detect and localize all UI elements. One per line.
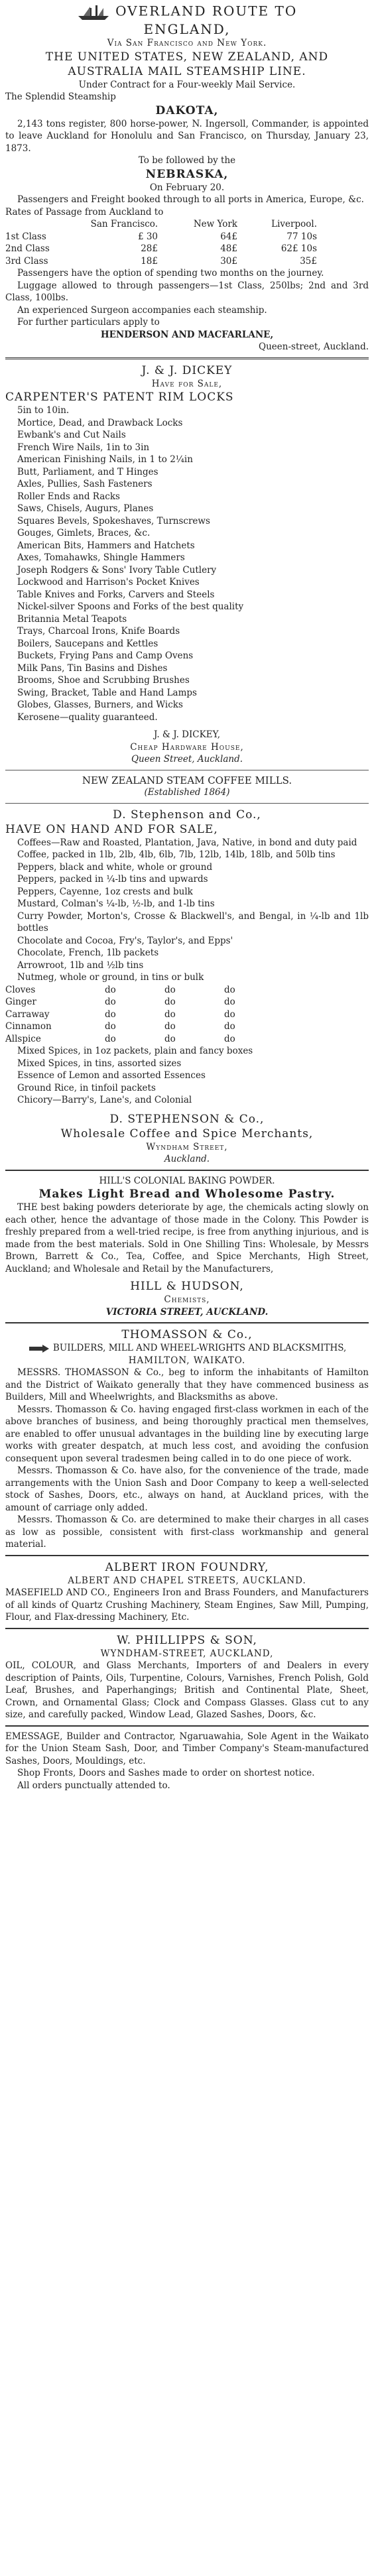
rates-table (5, 218, 369, 267)
route-via: Via San Francisco and New York. (107, 38, 267, 48)
signature-title: Wholesale Coffee and Spice Merchants, (60, 1127, 314, 1140)
list-item: Nutmeg, whole or ground, in tins or bulk (17, 972, 204, 983)
signature-address: VICTORIA STREET, AUCKLAND. (105, 1306, 269, 1318)
ad-body: OIL, COLOUR, and Glass Merchants, Importers of and Dealers in every description of Paints, Oils, Turpentine, Colours, Varnishes, French Polish, Gold Leaf, Brushes, and Paperhangings; British and Continental Plate, Sheet, Crown, and Ornamental Glass; Clock and Compass Glasses. Glass cut to any size, and carefully packed, Window Lead, Glazed Sashes, Doors, &c. (5, 1660, 369, 1720)
albert-foundry-ad (5, 1560, 369, 1624)
list-item: Nickel-silver Spoons and Forks of the best quality (17, 601, 244, 612)
list-item: Chocolate and Cocoa, Fry's, Taylor's, and Epps' (17, 935, 233, 946)
thomasson-builders-ad (5, 1327, 369, 1551)
list-item: Boilers, Saucepans and Kettles (17, 638, 158, 649)
ad-title: NEW ZEALAND STEAM COFFEE MILLS. (82, 774, 292, 786)
ditto-mark: do (224, 984, 235, 995)
ad-title: HILL'S COLONIAL BAKING POWDER. (99, 1175, 275, 1186)
signature-name: D. STEPHENSON & Co., (109, 1112, 265, 1126)
list-item: Ground Rice, in tinfoil packets (17, 1082, 156, 1093)
list-item: Coffees—Raw and Roasted, Plantation, Java, Native, in bond and duty paid (17, 837, 357, 848)
list-item: Peppers, packed in ¼-lb tins and upwards (17, 874, 208, 885)
ad-title: J. & J. DICKEY (141, 363, 233, 377)
rates-title: Rates of Passage from Auckland to (5, 206, 164, 217)
agent-address: Queen-street, Auckland. (259, 341, 369, 352)
ad-title: ALBERT IRON FOUNDRY, (105, 1560, 269, 1574)
ditto-item: Allspice (5, 1033, 41, 1044)
list-item: Gouges, Gimlets, Braces, &c. (17, 528, 151, 538)
list-item: Saws, Chisels, Augurs, Planes (17, 503, 154, 514)
established: (Established 1864) (144, 787, 230, 798)
ditto-mark: do (105, 1021, 116, 1032)
ad-body-4: Messrs. Thomasson & Co. are determined to make their charges in all cases as low as possible, consistent with first-class workmanship and general material. (5, 1514, 369, 1550)
rates-row: 2nd Class 28£ 48£ 62£ 10s (5, 243, 317, 254)
ditto-mark: do (224, 1033, 235, 1044)
ditto-item: Carraway (5, 1009, 50, 1020)
ad-heading: CARPENTER'S PATENT RIM LOCKS (5, 391, 234, 404)
ad-title: W. PHILLIPPS & SON, (117, 1633, 257, 1647)
list-item: Trays, Charcoal Irons, Knife Boards (17, 626, 180, 637)
ditto-mark: do (164, 997, 176, 1007)
ditto-mark: do (164, 1021, 176, 1032)
list-item: Peppers, Cayenne, 1oz crests and bulk (17, 886, 193, 897)
list-item: American Finishing Nails, in 1 to 2¼in (17, 454, 193, 465)
signature-name: J. & J. DICKEY, (153, 729, 221, 740)
ditto-row (5, 1020, 369, 1033)
ditto-item: Cinnamon (5, 1021, 52, 1032)
ditto-mark: do (105, 1033, 116, 1044)
firm-name: D. Stephenson and Co., (113, 808, 261, 822)
intro-2: The Splendid Steamship (5, 92, 116, 102)
overland-route-ad (5, 3, 369, 353)
ad-title-line-2: ENGLAND, (143, 21, 231, 37)
dickey-hardware-ad (5, 363, 369, 766)
for-sale: Have for Sale, (151, 378, 223, 389)
list-item: Peppers, black and white, whole or ground (17, 861, 213, 873)
list-item: Mortice, Dead, and Drawback Locks (17, 417, 183, 428)
signature-shop: Cheap Hardware House, (130, 741, 244, 753)
list-item: French Wire Nails, 1in to 3in (17, 442, 150, 453)
ditto-row (5, 996, 369, 1009)
ditto-row (5, 984, 369, 997)
coffee-mills-ad (5, 774, 369, 1166)
ad-subtitle: BUILDERS, MILL AND WHEEL-WRIGHTS AND BLACKSMITHS, (5, 1342, 369, 1355)
item-list (5, 417, 369, 724)
list-item: Chocolate, French, 1lb packets (17, 948, 159, 958)
ship-2-date: On February 20. (149, 182, 225, 193)
divider (5, 1725, 369, 1727)
ad-body: MASEFIELD AND CO., Engineers Iron and Brass Founders, and Manufacturers of all kinds of Quartz Crushing Machinery, Steam Engines, Saw Mill, Pumping, Flour, and Flax-dressing Machinery, Etc. (5, 1587, 369, 1623)
ad-subheading: 5in to 10in. (17, 405, 70, 416)
divider (5, 1170, 369, 1171)
rates-header: San Francisco. New York Liverpool. (90, 219, 317, 229)
agent-name: HENDERSON AND MACFARLANE, (100, 329, 274, 340)
list-item: Ewbank's and Cut Nails (17, 430, 126, 440)
ditto-mark: do (224, 1009, 235, 1020)
place: HAMILTON, WAIKATO. (128, 1355, 246, 1366)
product-list-2 (5, 1045, 369, 1107)
luggage-info: Luggage allowed to through passengers—1st Class, 250lbs; 2nd and 3rd Class, 100lbs. (5, 280, 369, 303)
list-item: Essence of Lemon and assorted Essences (17, 1070, 206, 1081)
ad-subtitle: ALBERT AND CHAPEL STREETS, AUCKLAND. (68, 1575, 306, 1586)
ad-title: THOMASSON & Co., (121, 1328, 253, 1341)
list-item: Mixed Spices, in 1oz packets, plain and fancy boxes (17, 1046, 253, 1056)
line-name-1: THE UNITED STATES, NEW ZEALAND, AND (45, 50, 329, 64)
rates-row: 3rd Class 18£ 30£ 35£ (5, 255, 317, 267)
followed-by: To be followed by the (138, 155, 236, 166)
list-item: Buckets, Frying Pans and Camp Ovens (17, 650, 194, 661)
ditto-table (5, 984, 369, 1046)
signature-city: Auckland. (164, 1154, 210, 1164)
list-item: Swing, Bracket, Table and Hand Lamps (17, 687, 197, 698)
list-item: Arrowroot, 1lb and ½lb tins (17, 959, 144, 971)
line-name-2: AUSTRALIA MAIL STEAMSHIP LINE. (68, 64, 306, 78)
divider (5, 803, 369, 804)
list-item: Brooms, Shoe and Scrubbing Brushes (17, 675, 190, 686)
ship-name-2: NEBRASKA, (145, 167, 229, 181)
ditto-mark: do (224, 1021, 235, 1032)
list-item: Kerosene—quality guaranteed. (17, 711, 158, 723)
list-item: Mixed Spices, in tins, assorted sizes (17, 1058, 182, 1069)
list-item: Coffee, packed in 1lb, 2lb, 4lb, 6lb, 7lb, 12lb, 14lb, 18lb, and 50lb tins (17, 849, 336, 860)
ad-heading: HAVE ON HAND AND FOR SALE, (5, 822, 218, 836)
rates-row: 1st Class £ 30 64£ 77 10s (5, 231, 317, 242)
list-item: American Bits, Hammers and Hatchets (17, 540, 195, 551)
list-item: Table Knives and Forks, Carvers and Steels (17, 589, 215, 600)
signature-street: Wyndham Street, (146, 1141, 228, 1152)
list-item: Axes, Tomahawks, Shingle Hammers (17, 552, 185, 563)
ditto-mark: do (164, 1033, 176, 1044)
list-item: Britannia Metal Teapots (17, 613, 127, 625)
ditto-row (5, 1009, 369, 1021)
ditto-mark: do (105, 997, 116, 1007)
divider (5, 357, 369, 359)
signature-address: Queen Street, Auckland. (131, 754, 243, 765)
newspaper-column (5, 0, 369, 1792)
list-item: Roller Ends and Racks (17, 491, 120, 502)
product-list (5, 837, 369, 984)
pointing-hand-icon (28, 1343, 50, 1355)
ad-title: OVERLAND ROUTE TO (5, 3, 369, 21)
ditto-mark: do (105, 984, 116, 995)
ad-body-3: Messrs. Thomasson & Co. have also, for the convenience of the trade, made arrangements with the Union Sash and Door Company to keep a well-selected stock of Sashes, Doors, etc., always on hand, at Auckland prices, with the amount of carriage only added. (5, 1465, 369, 1513)
phillipps-ad (5, 1633, 369, 1721)
ad-body: EMESSAGE, Builder and Contractor, Ngaruawahia, Sole Agent in the Waikato for the Union Steam Sash, Door, and Timber Company's Steam-manufactured Sashes, Doors, Mouldings, etc. (5, 1731, 369, 1766)
ad-heading: Makes Light Bread and Wholesome Pastry. (38, 1188, 336, 1201)
ad-body-2: Shop Fronts, Doors and Sashes made to order on shortest notice. (17, 1768, 315, 1778)
ditto-mark: do (105, 1009, 116, 1020)
ditto-row (5, 1033, 369, 1046)
list-item: Globes, Glasses, Burners, and Wicks (17, 700, 183, 710)
ditto-item: Cloves (5, 984, 36, 995)
list-item: Chicory—Barry's, Lane's, and Colonial (17, 1095, 192, 1105)
steamship-icon (77, 3, 110, 21)
list-item: Butt, Parliament, and T Hinges (17, 466, 158, 477)
journey-option: Passengers have the option of spending two months on the journey. (17, 268, 324, 278)
ditto-mark: do (164, 1009, 176, 1020)
list-item: Lockwood and Harrison's Pocket Knives (17, 577, 200, 587)
apply-to: For further particulars apply to (17, 317, 160, 328)
list-item: Squares Bevels, Spokeshaves, Turnscrews (17, 515, 210, 526)
list-item: Joseph Rodgers & Sons' Ivory Table Cutlery (17, 564, 217, 576)
ad-subtitle: WYNDHAM-STREET, AUCKLAND, (100, 1648, 274, 1659)
emessage-builder-ad (5, 1731, 369, 1792)
ad-body: THE best baking powders deteriorate by age, the chemicals acting slowly on each other, hence the advantage of those made in the Colony. This Powder is freshly prepared from a well-tried recipe, is free from anything injurious, and is made from the best materials. Sold in One Shilling Tins: Wholesale, by Messrs Brown, Barrett & Co., Tea, Coffee, and Spice Merchants, High Street, Auckland; and Wholesale and Retail by the Manufacturers, (5, 1202, 369, 1274)
list-item: Milk Pans, Tin Basins and Dishes (17, 662, 168, 674)
baking-powder-ad (5, 1175, 369, 1319)
list-item: Axles, Pullies, Sash Fasteners (17, 479, 153, 489)
list-item: Curry Powder, Morton's, Crosse & Blackwell's, and Bengal, in ¼-lb and 1lb bottles (17, 910, 369, 934)
ad-body-3: All orders punctually attended to. (17, 1780, 170, 1791)
list-item: Mustard, Colman's ¼-lb, ½-lb, and 1-lb tins (17, 898, 215, 909)
ad-body-2: Messrs. Thomasson & Co. having engaged first-class workmen in each of the above branches of business, and being thoroughly practical men themselves, are enabled to offer unusual advantages in the building line by executing large works with greater despatch, at much less cost, and avoiding the confusion consequent upon several tradesmen being called in to do one piece of work. (5, 1404, 369, 1464)
ditto-item: Ginger (5, 997, 36, 1007)
divider (5, 1322, 369, 1323)
divider (5, 1555, 369, 1556)
signature-title: Chemists, (164, 1294, 210, 1305)
ship-details: 2,143 tons register, 800 horse-power, N. Ingersoll, Commander, is appointed to leave Auckland for Honolulu and San Francisco, on Thursday, January 23, 1873. (5, 118, 369, 154)
ditto-mark: do (164, 984, 176, 995)
surgeon-info: An experienced Surgeon accompanies each steamship. (17, 304, 267, 316)
ditto-mark: do (224, 997, 235, 1007)
ship-name-1: DAKOTA, (155, 103, 219, 117)
signature-name: HILL & HUDSON, (130, 1280, 244, 1293)
intro-1: Under Contract for a Four-weekly Mail Service. (78, 79, 296, 90)
ad-body-1: MESSRS. THOMASSON & Co., beg to inform the inhabitants of Hamilton and the District of Waikato generally that they have commenced business as Builders, Mill and Wheelwrights, and Blacksmiths as above. (5, 1367, 369, 1402)
booking-info: Passengers and Freight booked through to all ports in America, Europe, &c. (17, 194, 364, 205)
divider (5, 1628, 369, 1629)
